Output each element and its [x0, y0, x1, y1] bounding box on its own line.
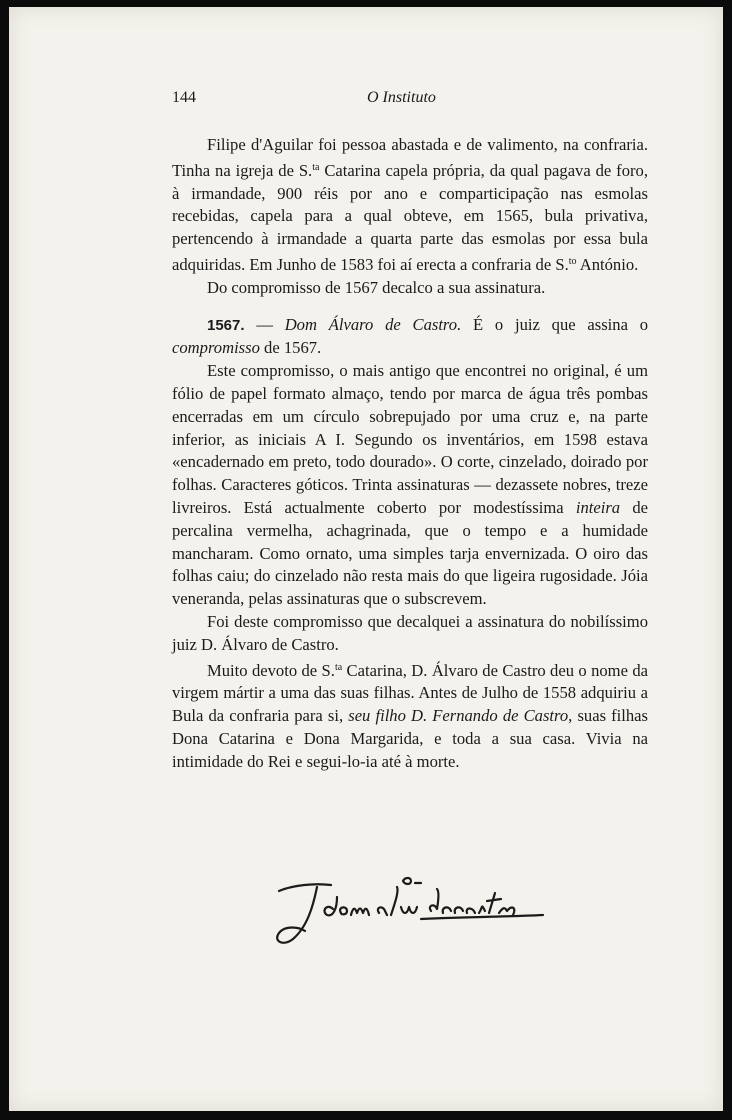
- entry-year: 1567.: [207, 316, 245, 334]
- paragraph-devoto: Muito devoto de S.$^{ta}$ Catarina, D. Álvaro de Castro deu o nome da virgem mártir a uma das suas filhas. Antes de Julho de 1558 adquiriu a Bula da confraria para si, seu filho D. Fernando de Castro, suas filhas Dona Catarina e Dona Margarida, e toda a sua casa. Vivia na intimidade do Rei e segui-lo-ia até à morte.: [172, 660, 649, 771]
- signature-dom-alvaro: [271, 867, 571, 962]
- paragraph-decalquei: Foi deste compromisso que decalquei a assinatura do nobilíssimo juiz D. Álvaro de Castro.: [172, 611, 648, 654]
- entry-person: Dom Álvaro de Castro.: [284, 314, 462, 334]
- entry-1567: 1567. — Dom Álvaro de Castro. É o juiz que assina o compromisso de 1567.: [172, 314, 649, 358]
- page-number: 144: [172, 89, 196, 106]
- signature-drawing: [271, 867, 571, 957]
- paragraph-decalco: Do compromisso de 1567 decalco a sua assinatura.: [207, 277, 546, 297]
- paragraph-compromisso: Este compromisso, o mais antigo que encontrei no original, é um fólio de papel formato almaço, tendo por marca de água três pombas encerradas em um círculo sobrepujado por uma cruz e, na parte inferior, as iniciais A I. Segundo os inventários, em 1598 estava «encadernado em preto, todo dourado». O corte, cinzelado, doirado por folhas. Caracteres góticos. Trinta assinaturas — dezassete nobres, treze livreiros. Está actualmente coberto por modestíssima inteira de percalina vermelha, achagrinada, que o tempo e a humidade mancharam. Como ornato, uma simples tarja envernizada. O oiro das folhas caiu; do cinzelado não resta mais do que ligeira rugosidade. Jóia veneranda, pelas assinaturas que o subscrevem.: [172, 361, 648, 609]
- book-page: [9, 7, 723, 1111]
- body-text: [172, 134, 648, 774]
- paragraph-aguilar: Filipe d'Aguilar foi pessoa abastada e de valimento, na confraria. Tinha na igreja de S.$^{ta}$ Catarina capela própria, da qual pagava de foro, à irmandade, 900 réis por ano e comparticipação nas esmolas recebidas, capela para a qual obteve, em 1565, bula privativa, pertencendo à irmandade a quarta parte das esmolas por essa bula adquiridas. Em Junho de 1583 foi aí erecta a confraria de S.$^{to}$ António.: [172, 135, 648, 274]
- page-header: [172, 89, 652, 113]
- running-title: O Instituto: [367, 89, 436, 106]
